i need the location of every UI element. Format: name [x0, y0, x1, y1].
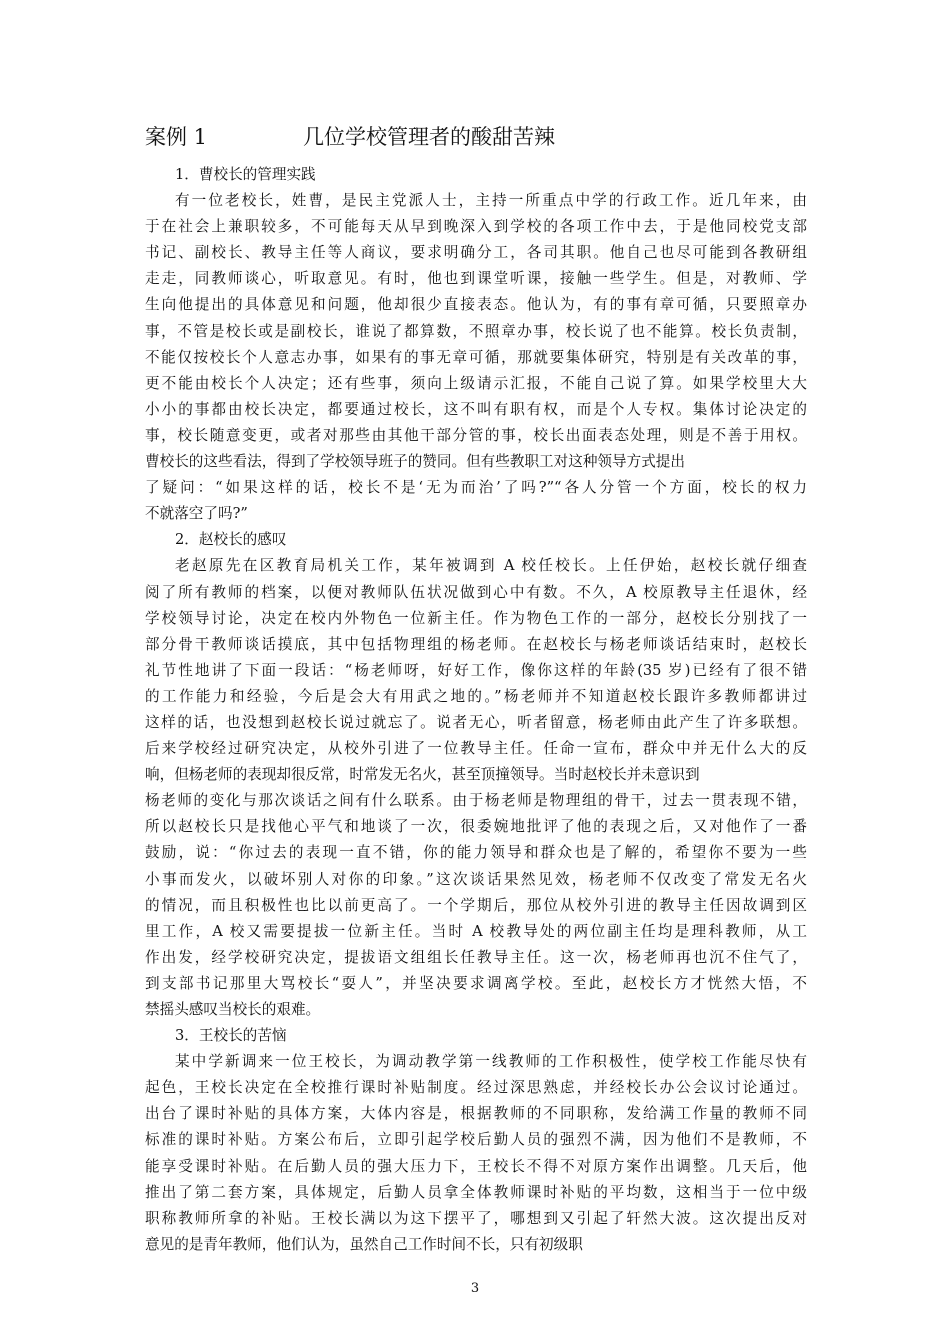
text-line: 1．曹校长的管理实践: [175, 166, 316, 183]
text-line: 更不能由校长个人决定；还有些事，须向上级请示汇报，不能自己说了算。如果学校里大大: [145, 374, 807, 392]
text-line: 于在社会上兼职较多，不可能每天从早到晚深入到学校的各项工作中去，于是他同校党支部: [145, 218, 807, 236]
case-title-text: 几位学校管理者的酸甜苦辣: [303, 125, 555, 149]
text-line: 事，校长随意变更，或者对那些由其他干部分管的事，校长出面表态处理，则是不善于用权。: [145, 426, 807, 444]
document-body: [145, 162, 807, 1258]
text-line: 阅了所有教师的档案，以便对教师队伍状况做到心中有数。不久，A 校原教导主任退休，经: [145, 583, 807, 601]
text-line: 的工作能力和经验，今后是会大有用武之地的。”杨老师并不知道赵校长跟许多教师都讲过: [145, 687, 807, 705]
text-line: 杨老师的变化与那次谈话之间有什么联系。由于杨老师是物理组的骨干，过去一贯表现不错，: [145, 792, 807, 810]
case-title: [145, 121, 555, 151]
case-label: 案例 1: [145, 125, 208, 149]
page-number: 3: [470, 1281, 480, 1296]
text-line: 老赵原先在区教育局机关工作，某年被调到 A 校任校长。上任伊始，赵校长就仔细查: [175, 557, 807, 575]
text-line: 部分骨干教师谈话摸底，其中包括物理组的杨老师。在赵校长与杨老师谈话结束时，赵校长: [145, 635, 807, 653]
text-line: 出台了课时补贴的具体方案，大体内容是，根据教师的不同职称，发给满工作量的教师不同: [145, 1105, 807, 1123]
text-line: 鼓励，说：“你过去的表现一直不错，你的能力领导和群众也是了解的，希望你不要为一些: [145, 844, 807, 862]
text-line: 作出发，经学校研究决定，提拔语文组组长任教导主任。这一次，杨老师再也沉不住气了，: [145, 948, 807, 966]
text-line: 书记、副校长、教导主任等人商议，要求明确分工，各司其职。他自己也尽可能到各教研组: [145, 244, 807, 262]
text-line: 禁摇头感叹当校长的艰难。: [145, 1001, 321, 1018]
text-line: 小事而发火，以破坏别人对你的印象。”这次谈话果然见效，杨老师不仅改变了常发无名火: [145, 870, 807, 888]
text-line: 3．王校长的苦恼: [175, 1027, 287, 1045]
text-line: 小小的事都由校长决定，都要通过校长，这不叫有职有权，而是个人专权。集体讨论决定的: [145, 400, 807, 418]
text-line: 响，但杨老师的表现却很反常，时常发无名火，甚至顶撞领导。当时赵校长并未意识到: [145, 766, 700, 784]
text-line: 里工作，A 校又需要提拔一位新主任。当时 A 校教导处的两位副主任均是理科教师，从工: [145, 922, 807, 940]
text-line: 能享受课时补贴。在后勤人员的强大压力下，王校长不得不对原方案作出调整。几天后，他: [145, 1157, 807, 1175]
text-line: 了疑问：“如果这样的话，校长不是‘无为而治’了吗?”“各人分管一个方面，校长的权力: [145, 479, 807, 497]
text-line: 到支部书记那里大骂校长“耍人”，并坚决要求调离学校。至此，赵校长方才恍然大悟，不: [145, 974, 807, 992]
text-line: 起色，王校长决定在全校推行课时补贴制度。经过深思熟虑，并经校长办公会议讨论通过。: [145, 1079, 807, 1097]
text-line: 后来学校经过研究决定，从校外引进了一位教导主任。任命一宣布，群众中并无什么大的反: [145, 740, 807, 758]
text-line: 学校领导讨论，决定在校内外物色一位新主任。作为物色工作的一部分，赵校长分别找了一: [145, 609, 807, 627]
text-line: 不就落空了吗?”: [145, 505, 248, 523]
text-line: 礼节性地讲了下面一段话：“杨老师呀，好好工作，像你这样的年龄(35 岁)已经有了很不错: [145, 661, 807, 679]
text-line: 2．赵校长的感叹: [175, 531, 287, 549]
text-line: 事，不管是校长或是副校长，谁说了都算数，不照章办事，校长说了也不能算。校长负责制，: [145, 322, 807, 340]
text-line: 走走，同教师谈心，听取意见。有时，他也到课堂听课，接触一些学生。但是，对教师、学: [145, 270, 807, 288]
text-line: 曹校长的这些看法，得到了学校领导班子的赞同。但有些教职工对这种领导方式提出: [145, 453, 685, 471]
text-line: 这样的话，也没想到赵校长说过就忘了。说者无心，听者留意，杨老师由此产生了许多联想。: [145, 713, 807, 731]
text-line: 所以赵校长只是找他心平气和地谈了一次，很委婉地批评了他的表现之后，又对他作了一番: [145, 818, 807, 836]
text-line: 某中学新调来一位王校长，为调动教学第一线教师的工作积极性，使学校工作能尽快有: [175, 1053, 807, 1071]
text-line: 的情况，而且积极性也比以前更高了。一个学期后，那位从校外引进的教导主任因故调到区: [145, 896, 807, 914]
text-line: 意见的是青年教师，他们认为，虽然自己工作时间不长，只有初级职: [145, 1235, 583, 1253]
text-line: 标准的课时补贴。方案公布后，立即引起学校后勤人员的强烈不满，因为他们不是教师，不: [145, 1131, 807, 1149]
text-line: 不能仅按校长个人意志办事，如果有的事无章可循，那就要集体研究，特别是有关改革的事，: [145, 348, 807, 366]
text-line: 有一位老校长，姓曹，是民主党派人士，主持一所重点中学的行政工作。近几年来，由: [175, 192, 807, 210]
text-line: 推出了第二套方案，具体规定，后勤人员拿全体教师课时补贴的平均数，这相当于一位中级: [145, 1183, 807, 1201]
text-line: 职称教师所拿的补贴。王校长满以为这下摆平了，哪想到又引起了轩然大波。这次提出反对: [145, 1209, 807, 1227]
text-line: 生向他提出的具体意见和问题，他却很少直接表态。他认为，有的事有章可循，只要照章办: [145, 296, 807, 314]
